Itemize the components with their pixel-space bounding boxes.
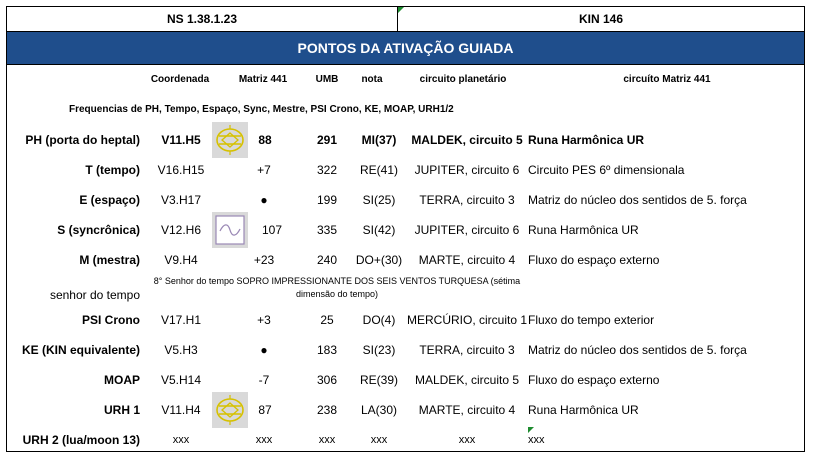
frequencies-line: Frequencias de PH, Tempo, Espaço, Sync, Mestre, PSI Crono, KE, MOAP, URH1/2 <box>69 104 454 115</box>
row-umb: 199 <box>316 193 338 207</box>
row-coord: V16.H15 <box>157 163 205 177</box>
row-circuito441: Fluxo do tempo exterior <box>528 313 655 327</box>
row-circuito: MARTE, circuito 4 <box>418 253 516 267</box>
row-circuito: MARTE, circuito 4 <box>418 403 516 417</box>
row-label: T (tempo) <box>85 163 140 177</box>
row-umb: 335 <box>316 223 338 237</box>
header-circuito-planetario: circuito planetário <box>419 74 507 85</box>
row-nota: SI(23) <box>362 343 396 357</box>
senhor-note: 8° Senhor do tempo SOPRO IMPRESSIONANTE DOS SEIS VENTOS TURQUESA (sétima dimensão do tempo) <box>153 276 521 299</box>
row-matriz: +7 <box>257 163 271 177</box>
row-coord: V3.H17 <box>160 193 202 207</box>
row-matriz: 107 <box>261 223 283 237</box>
row-matriz: ● <box>260 343 268 357</box>
row-label: URH 2 (lua/moon 13) <box>22 433 140 447</box>
row-nota: SI(25) <box>362 193 396 207</box>
row-coord: V17.H1 <box>160 313 202 327</box>
row-nota: SI(42) <box>362 223 396 237</box>
row-umb: 25 <box>320 313 334 327</box>
row-coord: V9.H4 <box>164 253 198 267</box>
table-row <box>7 185 804 215</box>
senhor-label: senhor do tempo <box>49 288 140 302</box>
section-banner: PONTOS DA ATIVAÇÃO GUIADA <box>7 31 804 65</box>
table-row <box>7 155 804 185</box>
row-nota: RE(41) <box>359 163 398 177</box>
row-label: KE (KIN equivalente) <box>21 343 140 357</box>
row-matriz: ● <box>260 193 268 207</box>
row-matriz: xxx <box>255 434 273 446</box>
kin-code-cell: KIN 146 <box>578 12 624 26</box>
row-circuito441: Matriz do núcleo dos sentidos de 5. força <box>528 193 747 207</box>
row-nota: DO(4) <box>362 313 396 327</box>
row-nota: MI(37) <box>361 133 397 147</box>
row-label: URH 1 <box>103 403 140 417</box>
row-matriz: -7 <box>258 373 270 387</box>
row-nota: LA(30) <box>360 403 398 417</box>
header-nota: nota <box>361 74 383 85</box>
row-circuito: TERRA, circuito 3 <box>419 343 515 357</box>
row-circuito441: Runa Harmônica UR <box>528 133 645 147</box>
table-row <box>7 125 804 155</box>
row-coord: V11.H5 <box>161 133 201 147</box>
row-nota: DO+(30) <box>355 253 403 267</box>
row-circuito441: Matriz do núcleo dos sentidos de 5. força <box>528 343 747 357</box>
wave-icon <box>212 212 248 248</box>
row-coord: V5.H3 <box>164 343 198 357</box>
table-row <box>7 245 804 275</box>
table-row <box>7 335 804 365</box>
row-circuito: MALDEK, circuito 5 <box>414 373 520 387</box>
row-label: E (espaço) <box>79 193 140 207</box>
row-umb: 291 <box>316 133 338 147</box>
table-row <box>7 395 804 425</box>
row-umb: 322 <box>316 163 338 177</box>
row-circuito: JUPITER, circuito 6 <box>414 223 520 237</box>
table-row <box>7 425 804 455</box>
activation-sheet <box>6 6 805 452</box>
row-nota: xxx <box>370 434 388 446</box>
harmonic-rune-sun-icon <box>212 392 248 428</box>
row-label: MOAP <box>104 373 140 387</box>
row-circuito441: Runa Harmônica UR <box>528 403 639 417</box>
row-circuito: MERCÚRIO, circuito 1 <box>406 313 528 327</box>
row-umb: 306 <box>316 373 338 387</box>
row-matriz: +3 <box>257 313 271 327</box>
row-matriz: 87 <box>258 403 272 417</box>
row-circuito: TERRA, circuito 3 <box>419 193 515 207</box>
row-circuito441: xxx <box>528 434 545 446</box>
row-circuito: xxx <box>458 434 476 446</box>
row-label: PH (porta do heptal) <box>25 133 140 147</box>
row-umb: 238 <box>316 403 338 417</box>
table-row <box>7 305 804 335</box>
ns-code-cell: NS 1.38.1.23 <box>7 7 398 31</box>
row-umb: 240 <box>316 253 338 267</box>
row-label: M (mestra) <box>79 253 140 267</box>
row-circuito441: Fluxo do espaço externo <box>528 253 660 267</box>
row-coord: V11.H4 <box>161 403 201 417</box>
table-row <box>7 215 804 245</box>
row-umb: xxx <box>318 434 336 446</box>
row-nota: RE(39) <box>359 373 398 387</box>
row-circuito441: Circuito PES 6º dimensionala <box>528 163 685 177</box>
harmonic-rune-sun-icon <box>212 122 248 158</box>
row-matriz: 88 <box>258 133 272 147</box>
row-circuito: JUPITER, circuito 6 <box>414 163 520 177</box>
row-coord: xxx <box>172 434 190 446</box>
row-circuito441: Fluxo do espaço externo <box>528 373 660 387</box>
row-label: PSI Crono <box>81 313 140 327</box>
header-matriz: Matriz 441 <box>238 74 288 85</box>
row-coord: V12.H6 <box>160 223 202 237</box>
header-umb: UMB <box>315 74 339 85</box>
row-circuito: MALDEK, circuito 5 <box>411 133 523 147</box>
row-umb: 183 <box>316 343 338 357</box>
row-matriz: +23 <box>253 253 275 267</box>
row-circuito441: Runa Harmônica UR <box>528 223 639 237</box>
header-circuito-matriz: circuíto Matriz 441 <box>623 74 711 85</box>
row-label: S (syncrônica) <box>57 223 140 237</box>
row-coord: V5.H14 <box>160 373 202 387</box>
header-coordenada: Coordenada <box>150 74 210 85</box>
table-row <box>7 365 804 395</box>
